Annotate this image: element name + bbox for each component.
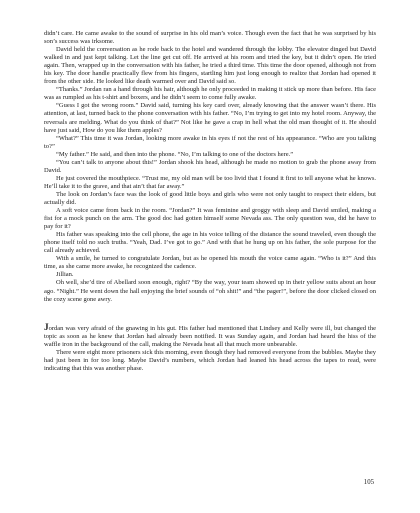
section-break <box>44 304 376 323</box>
section-opening-paragraph: Jordan was very afraid of the gnawing in his gut. His father had mentioned that Lindsey and Kelly were ill, but changed the topic as soon as he knew that Jordan had already been notified. It was Sunday again, and Jordan had heard the hiss of the waffle iron in the background of the call, making the Nevada heat all that much more unbearable. <box>44 321 376 348</box>
paragraph: His father was speaking into the cell phone, the age in his voice telling of the distance the sound traveled, even though the phone itself told no such truths. “Yeah, Dad. I’ve got to go.” And with that he hung up on his father, the sole purpose for the call already achieved. <box>44 231 376 255</box>
paragraph: A soft voice came from back in the room. “Jordan?” It was feminine and groggy with sleep and David smiled, making a fist for a mock punch on the arm. The good doc had gotten himself some Nevada ass. The only question was, did he have to pay for it? <box>44 207 376 231</box>
paragraph: “What?” This time it was Jordan, looking more awake in his eyes if not the rest of his appearance. “Who are you talking to?” <box>44 134 376 150</box>
paragraph: didn’t care. He came awake to the sound of surprise in his old man’s voice. Though even the fact that he was surprised by his son’s success was irksome. <box>44 30 376 46</box>
paragraph: Jillian. <box>56 271 74 279</box>
page-number: 105 <box>363 479 374 486</box>
paragraph: The look on Jordan’s face was the look of good little boys and girls who were not only taught to respect their elders, but actually did. <box>44 190 376 206</box>
paragraph: There were eight more prisoners sick this morning, even though they had removed everyone from the bubbles. Maybe they had just been in for too long. Maybe David’s numbers, which Jordan had leaned his head across the tapes to read, were indicating that this was another phase. <box>44 348 376 372</box>
paragraph: “Guess I got the wrong room.” David said, turning his key card over, already knowing that the answer wasn’t there. His attention, at last, turned back to the phone conversation with his father. “No, I’m trying to get into my hotel room. Anyway, the reversals are melding. What do you think of that?” Not like he gave a crap in hell what the old man thought of it. He should have just said, How do you like them apples? <box>44 102 376 134</box>
paragraph: David held the conversation as he rode back to the hotel and wandered through the lobby. The elevator dinged but David walked in and just kept talking. Let the line get cut off. He arrived at his room and tried the key, but it didn’t open. He tried again. Then, wrapped up in the conversation with his father, he tried a third time. This time the door opened, although not from his key. The door handle practically flew from his fingers, startling him just long enough to realize that Jordan had opened it from the other side. He looked like death warmed over and David said so. <box>44 46 376 86</box>
paragraph: “My father.” He said, and then into the phone. “No, I’m talking to one of the doctors here.” <box>56 150 294 158</box>
body-text <box>44 30 376 373</box>
paragraph: Oh well, she’d tire of Abellard soon enough, right? “By the way, your team showed up in their yellow suits about an hour ago. “Night.” He went down the hall enjoying the brief sounds of “oh shit!” and “the pager!”, before the door clicked closed on the cozy scene gone awry. <box>44 279 376 303</box>
paragraph: He just covered the mouthpiece. “Trust me, my old man will be too livid that I found it first to tell anyone what he knows. He’ll take it to the grave, and that ain’t that far away.” <box>44 174 376 190</box>
paragraph: With a smile, he turned to congratulate Jordan, but as he opened his mouth the voice came again. “Who is it?” And this time, as she came more awake, he recognized the cadence. <box>44 255 376 271</box>
paragraph: “Thanks.” Jordan ran a hand through his hair, although he only proceeded in making it stick up more than before. His face was as rumpled as his t-shirt and boxers, and he didn’t seem to come fully awake. <box>44 86 376 102</box>
paragraph: “You can’t talk to anyone about this!” Jordan shook his head, although he made no motion to grab the phone away from David. <box>44 158 376 174</box>
